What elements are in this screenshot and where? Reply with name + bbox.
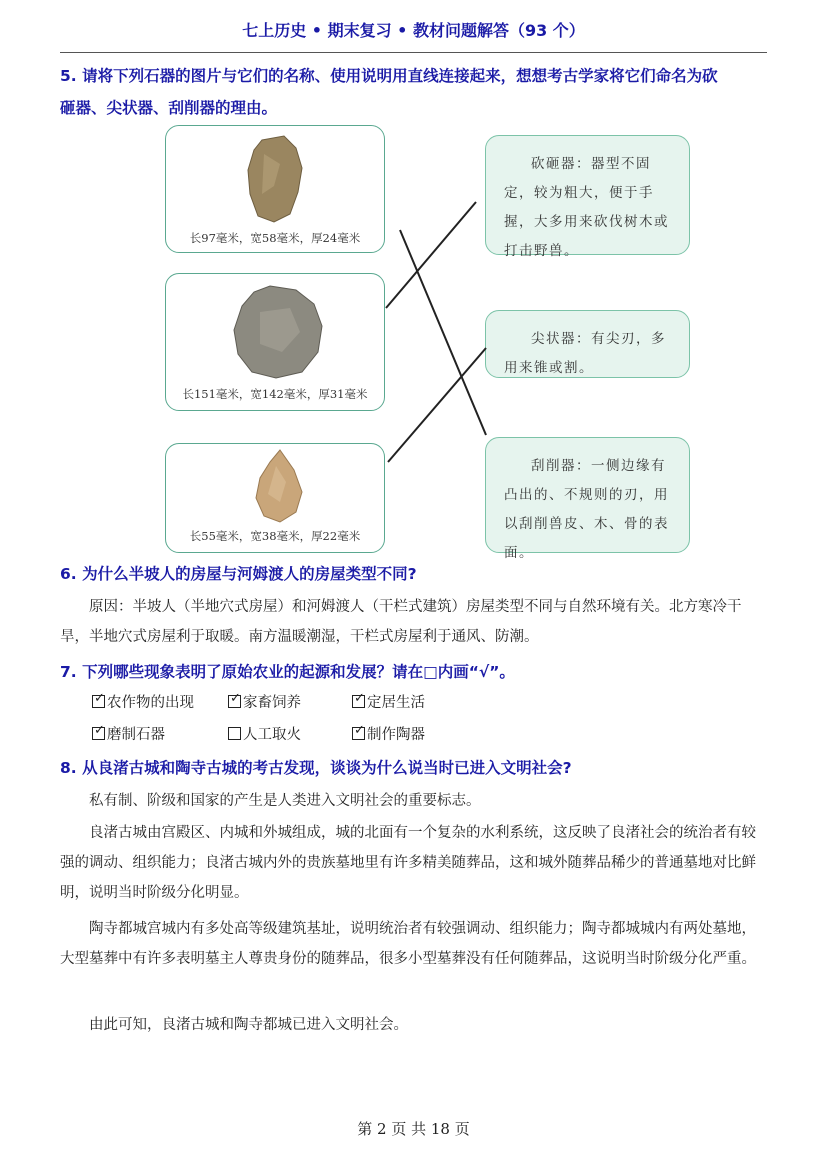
check-mark-icon: ✓: [354, 723, 365, 738]
match-line-3: [388, 348, 486, 462]
q7-option-5[interactable]: [228, 722, 301, 748]
q7-option-6[interactable]: [352, 722, 425, 748]
checkbox-icon[interactable]: [228, 691, 241, 708]
checkbox-icon[interactable]: [352, 723, 365, 740]
q7-option-3[interactable]: [352, 690, 425, 716]
checkbox-icon[interactable]: [92, 723, 105, 740]
checkbox-icon[interactable]: [352, 691, 365, 708]
desc-card-chopper: 砍砸器：器型不固定，较为粗大，便于手握，大多用来砍伐树木或打击野兽。: [485, 135, 690, 255]
page-number: 第 2 页 共 18 页: [357, 1120, 470, 1138]
stone-2-dimensions: 长151毫米，宽142毫米，厚31毫米: [182, 387, 368, 401]
q7-option-1[interactable]: [92, 690, 194, 716]
q7-option-4[interactable]: [92, 722, 165, 748]
q7-question: 7. 下列哪些现象表明了原始农业的起源和发展？请在□内画“√”。: [60, 663, 515, 681]
check-mark-icon: ✓: [94, 723, 105, 738]
q7-option-2[interactable]: [228, 690, 301, 716]
stone-1-dimensions: 长97毫米，宽58毫米，厚24毫米: [189, 231, 361, 245]
stone-3-dimensions: 长55毫米，宽38毫米，厚22毫米: [189, 529, 361, 543]
check-mark-icon: ✓: [230, 691, 241, 706]
check-mark-icon: ✓: [354, 691, 365, 706]
desc-card-scraper: 刮削器：一侧边缘有凸出的、不规则的刃，用以刮削兽皮、木、骨的表面。: [485, 437, 690, 553]
q5-prompt-line-1: 5. 请将下列石器的图片与它们的名称、使用说明用直线连接起来，想想考古学家将它们命名为砍: [60, 67, 718, 85]
page-header-title: 七上历史 • 期末复习 • 教材问题解答（93 个）: [242, 21, 585, 40]
q6-answer: 原因：半坡人（半地穴式房屋）和河姆渡人（干栏式建筑）房屋类型不同与自然环境有关。北方寒冷干旱，半地穴式房屋利于取暖。南方温暖潮湿，干栏式房屋利于通风、防潮。: [60, 599, 742, 645]
q7-option-2-label: 家畜饲养: [243, 695, 301, 711]
q5-prompt-line-2: 砸器、尖状器、刮削器的理由。: [60, 99, 278, 117]
checkbox-icon[interactable]: [228, 727, 241, 740]
q8-paragraph-1: 私有制、阶级和国家的产生是人类进入文明社会的重要标志。: [89, 793, 481, 809]
match-line-1: [400, 230, 486, 435]
q7-option-3-label: 定居生活: [367, 695, 425, 711]
q7-option-1-label: 农作物的出现: [107, 695, 194, 711]
match-line-2: [386, 202, 476, 308]
q7-option-6-label: 制作陶器: [367, 727, 425, 743]
q7-option-5-label: 人工取火: [243, 727, 301, 743]
q8-paragraph-4: 由此可知，良渚古城和陶寺都城已进入文明社会。: [89, 1017, 408, 1033]
q6-question: 6. 为什么半坡人的房屋与河姆渡人的房屋类型不同?: [60, 565, 417, 583]
q8-question: 8. 从良渚古城和陶寺古城的考古发现，谈谈为什么说当时已进入文明社会?: [60, 759, 572, 777]
q7-option-4-label: 磨制石器: [107, 727, 165, 743]
q8-paragraph-2: 良渚古城由宫殿区、内城和外城组成，城的北面有一个复杂的水利系统，这反映了良渚社会的统治者有较强的调动、组织能力；良渚古城内外的贵族墓地里有许多精美随葬品，这和城外随葬品稀少的普通墓地对比鲜明，说明当时阶级分化明显。: [60, 825, 756, 901]
desc-card-point: 尖状器：有尖刃，多用来锥或割。: [485, 310, 690, 378]
checkbox-icon[interactable]: [92, 691, 105, 708]
q8-paragraph-3: 陶寺都城宫城内有多处高等级建筑基址，说明统治者有较强调动、组织能力；陶寺都城城内有两处墓地，大型墓葬中有许多表明墓主人尊贵身份的随葬品，很多小型墓葬没有任何随葬品，这说明当时阶级分化严重。: [60, 921, 756, 967]
check-mark-icon: ✓: [94, 691, 105, 706]
